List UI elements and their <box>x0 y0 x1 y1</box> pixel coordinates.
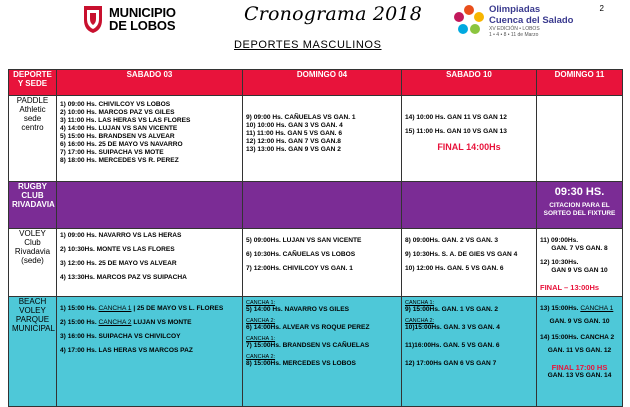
match-line: 10)15:00Hs. GAN. 3 VS GAN. 4 <box>405 324 500 331</box>
beach-sport-name: BEACH VOLEY PARQUE MUNICIPAL <box>12 297 55 333</box>
page-number: 2 <box>599 4 604 13</box>
match-line: 5) 09:00Hs. LUJAN VS SAN VICENTE <box>246 237 362 244</box>
court-label: CANCHA 1: <box>246 336 276 342</box>
beach-sat10-cell <box>402 297 537 407</box>
court-label: CANCHA 1 <box>98 305 132 312</box>
match-line: 10) 12:00 Hs. GAN. 5 VS GAN. 6 <box>405 265 504 272</box>
match-time: 1) 15:00 Hs. <box>60 305 97 312</box>
paddle-sat10-cell <box>402 96 537 182</box>
match-teams: LUJAN VS MONTE <box>133 319 192 326</box>
match-line <box>540 305 619 313</box>
beach-sun11-cell <box>537 297 623 407</box>
match-line: 4) 17:00 Hs. LAS HERAS VS MARCOS PAZ <box>60 347 193 354</box>
rugby-sat03-cell <box>57 182 243 229</box>
match-line: GAN. 7 VS GAN. 8 <box>551 245 608 252</box>
page-title: Cronograma 2018 <box>244 3 423 25</box>
beach-row <box>9 297 623 407</box>
match-line: 8) 09:00Hs. GAN. 2 VS GAN. 3 <box>405 237 499 244</box>
beach-sun04-cell <box>243 297 402 407</box>
beach-final-label: FINAL 17:00 HS <box>551 363 608 372</box>
match-line <box>60 319 239 327</box>
match-line: 15) 11:00 Hs. GAN 10 VS GAN 13 <box>405 128 507 135</box>
voley-sport-cell <box>9 229 57 297</box>
voley-row <box>9 229 623 297</box>
municipality-name-line2: DE LOBOS <box>109 18 176 33</box>
paddle-row <box>9 96 623 182</box>
rugby-row <box>9 182 623 229</box>
match-time: 2) 15:00 Hs. <box>60 319 97 326</box>
match-line: 6) 14:00Hs. ALVEAR VS ROQUE PEREZ <box>246 324 370 331</box>
page-header <box>0 0 630 66</box>
paddle-venue: Athletic sede centro <box>19 105 46 132</box>
municipality-name-line1: MUNICIPIO <box>109 5 176 20</box>
municipality-logo <box>82 4 176 34</box>
voley-venue: Club Rivadavia (sede) <box>14 238 51 265</box>
court-label: CANCHA 2: <box>246 354 276 360</box>
match-line: 12) 17:00Hs GAN 6 VS GAN 7 <box>405 360 497 367</box>
match-line: 14) 15:00Hs. CANCHA 2 <box>540 334 615 341</box>
match-line: 14) 10:00 Hs. GAN 11 VS GAN 12 <box>405 114 507 121</box>
match-line: 7) 12:00Hs. CHIVILCOY VS GAN. 1 <box>246 265 353 272</box>
voley-sat10-cell <box>402 229 537 297</box>
table-header-row <box>9 70 623 96</box>
voley-sat03-cell <box>57 229 243 297</box>
court-label: CANCHA 1 <box>580 305 614 312</box>
voley-sport-name: VOLEY <box>19 229 46 238</box>
court-label: CANCHA 2: <box>405 318 435 324</box>
olimpiadas-dates: 1 • 4 • 8 • 11 de Marzo <box>489 32 539 38</box>
match-line: 6) 16:00 Hs. 25 DE MAYO VS NAVARRO <box>60 141 183 148</box>
paddle-sun11-cell <box>537 96 623 182</box>
court-label: CANCHA 1: <box>405 300 435 306</box>
paddle-final-label: FINAL 14:00Hs <box>437 142 501 152</box>
match-line: 4) 14:00 Hs. LUJAN VS SAN VICENTE <box>60 125 178 132</box>
match-teams: | 25 DE MAYO VS L. FLORES <box>133 305 224 312</box>
match-line: 13) 13:00 Hs. GAN 9 VS GAN 2 <box>246 146 341 153</box>
col-sun04-header: DOMINGO 04 <box>243 70 402 96</box>
rugby-sat10-cell <box>402 182 537 229</box>
olimpiadas-name-line1: Olimpiadas <box>489 4 541 15</box>
match-line: 1) 09:00 Hs. NAVARRO VS LAS HERAS <box>60 232 182 239</box>
beach-sport-cell <box>9 297 57 407</box>
match-line: GAN. 13 VS GAN. 14 <box>547 372 612 379</box>
municipality-shield-icon <box>82 4 104 34</box>
match-line: 12) 12:00 Hs. GAN 7 VS GAN.8 <box>246 138 341 145</box>
match-line: 3) 12:00 Hs. 25 DE MAYO VS ALVEAR <box>60 260 177 267</box>
match-time: 13) 15:00Hs. <box>540 305 579 312</box>
match-line: 6) 10:30Hs. CAÑUELAS VS LOBOS <box>246 251 356 258</box>
rugby-time: 09:30 HS. <box>554 186 605 198</box>
match-line: 9) 09:00 Hs. CAÑUELAS VS GAN. 1 <box>246 114 356 121</box>
match-line: GAN. 11 VS GAN. 12 <box>547 347 612 354</box>
court-label: CANCHA 2: <box>246 318 276 324</box>
match-line: 4) 13:30Hs. MARCOS PAZ VS SUIPACHA <box>60 274 187 281</box>
rugby-sport-cell: RUGBY CLUB RIVADAVIA <box>9 182 57 229</box>
match-line: 10) 10:00 Hs. GAN 3 VS GAN. 4 <box>246 122 343 129</box>
paddle-sun04-cell <box>243 96 402 182</box>
rugby-sun04-cell <box>243 182 402 229</box>
match-line: 11) 11:00 Hs. GAN 5 VS GAN. 6 <box>246 130 343 137</box>
page-subtitle: DEPORTES MASCULINOS <box>234 39 382 51</box>
match-line: 9) 10:30Hs. S. A. DE GIES VS GAN 4 <box>405 251 518 258</box>
col-sat03-header: SABADO 03 <box>57 70 243 96</box>
beach-sat03-cell <box>57 297 243 407</box>
match-line: 11) 09:00Hs. <box>540 237 579 244</box>
paddle-sat03-cell <box>57 96 243 182</box>
match-line: 8) 15:00Hs. MERCEDES VS LOBOS <box>246 360 356 367</box>
court-label: CANCHA 1: <box>246 300 276 306</box>
match-line: 2) 10:30Hs. MONTE VS LAS FLORES <box>60 246 175 253</box>
match-line: 11)16:00Hs. GAN. 5 VS GAN. 6 <box>405 342 500 349</box>
match-line: GAN. 9 VS GAN. 10 <box>549 318 610 325</box>
match-line: GAN 9 VS GAN 10 <box>551 267 608 274</box>
match-line: 3) 16:00 Hs. SUIPACHA VS CHIVILCOY <box>60 333 181 340</box>
paddle-sport-cell <box>9 96 57 182</box>
schedule-table <box>8 69 623 407</box>
match-line: 2) 10:00 Hs. MARCOS PAZ VS GILES <box>60 109 175 116</box>
match-line: 1) 09:00 Hs. CHIVILCOY VS LOBOS <box>60 101 171 108</box>
match-line <box>60 305 239 313</box>
voley-sun11-cell <box>537 229 623 297</box>
col-sport-header: DEPORTE Y SEDE <box>9 70 57 96</box>
rugby-fixture-note: CITACION PARA EL SORTEO DEL FIXTURE <box>543 202 616 217</box>
match-line: 5) 15:00 Hs. BRANDSEN VS ALVEAR <box>60 133 175 140</box>
paddle-sport-name: PADDLE <box>16 96 49 105</box>
rugby-sun11-cell <box>537 182 623 229</box>
olimpiadas-logo <box>453 4 573 38</box>
col-sat10-header: SABADO 10 <box>402 70 537 96</box>
match-line: 9) 15:00Hs. GAN. 1 VS GAN. 2 <box>405 306 499 313</box>
olimpiadas-edition: XV EDICIÓN • LOBOS <box>489 26 540 32</box>
match-line: 7) 17:00 Hs. SUIPACHA VS MOTE <box>60 149 164 156</box>
col-sun11-header: DOMINGO 11 <box>537 70 623 96</box>
match-line: 12) 10:30Hs. <box>540 259 579 266</box>
match-line: 8) 18:00 Hs. MERCEDES VS R. PEREZ <box>60 157 179 164</box>
olimpiadas-star-icon <box>453 4 485 36</box>
court-label: CANCHA 2 <box>98 319 132 326</box>
voley-final-label: FINAL – 13:00Hs <box>540 283 600 292</box>
olimpiadas-name-line2: Cuenca del Salado <box>489 15 574 26</box>
match-line: 7) 15:00Hs. BRANDSEN VS CAÑUELAS <box>246 342 370 349</box>
match-line: 5) 14:00 Hs. NAVARRO VS GILES <box>246 306 350 313</box>
voley-sun04-cell <box>243 229 402 297</box>
match-line: 3) 11:00 Hs. LAS HERAS VS LAS FLORES <box>60 117 191 124</box>
